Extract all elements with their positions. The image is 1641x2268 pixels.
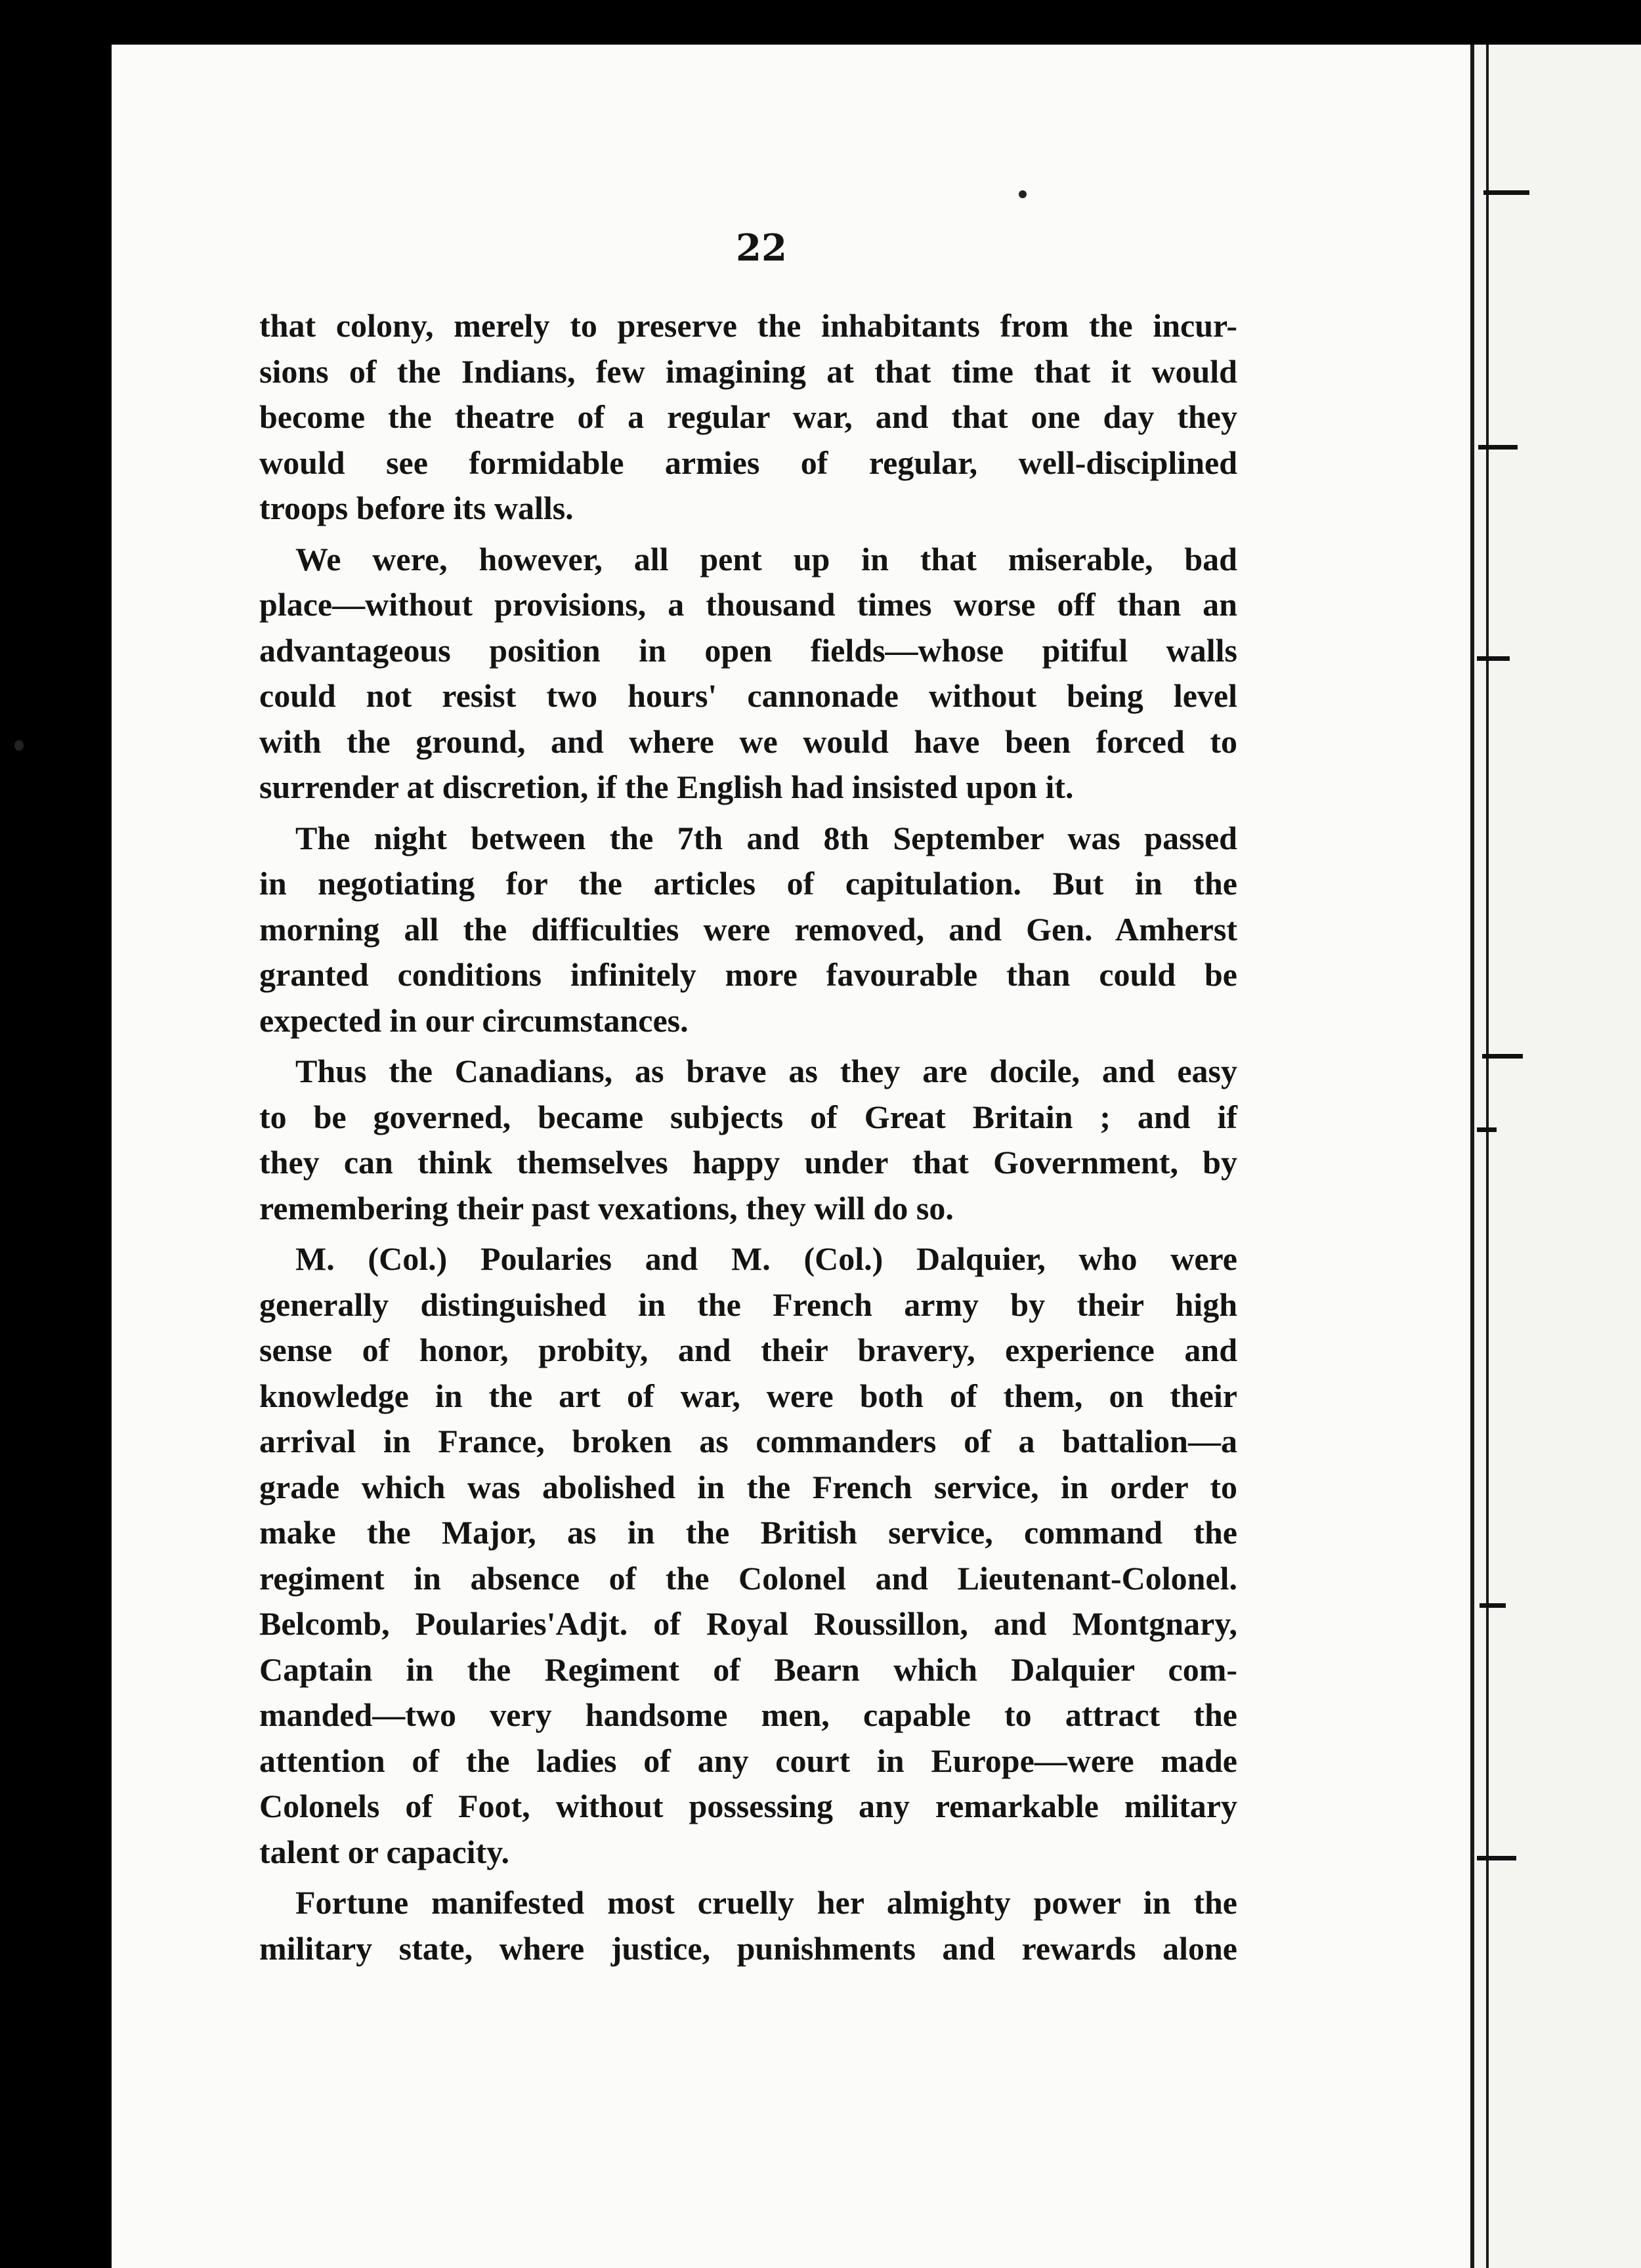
text-line: in negotiating for the articles of capitulation. But in the: [259, 865, 1237, 902]
text-line: with the ground, and where we would have been forced to: [259, 723, 1237, 760]
text-line: Colonels of Foot, without possessing any remarkable military: [259, 1788, 1237, 1824]
text-line: to be governed, became subjects of Great Britain ; and if: [259, 1098, 1237, 1135]
text-line: generally distinguished in the French army by their high: [259, 1286, 1237, 1323]
text-line: sions of the Indians, few imagining at that time that it would: [259, 352, 1237, 390]
paragraph: [259, 816, 1237, 1044]
paragraph: [259, 537, 1237, 810]
text-line: The night between the 7th and 8th September was passed: [295, 819, 1237, 856]
edge-mark: [1483, 190, 1529, 195]
text-line: become the theatre of a regular war, and that one day they: [259, 398, 1237, 435]
edge-mark: [1480, 1603, 1506, 1608]
edge-mark: [1482, 1054, 1523, 1059]
text-line: Belcomb, Poularies'Adjt. of Royal Roussillon, and Montgnary,: [259, 1605, 1237, 1642]
text-line: attention of the ladies of any court in Europe—were made: [259, 1742, 1237, 1779]
text-line: granted conditions infinitely more favourable than could be: [259, 956, 1237, 993]
text-line: talent or capacity.: [259, 1833, 509, 1870]
edge-mark: [1478, 445, 1518, 450]
text-line: could not resist two hours' cannonade without being level: [259, 677, 1237, 714]
text-line: surrender at discretion, if the English had insisted upon it.: [259, 768, 1074, 805]
text-line: that colony, merely to preserve the inhabitants from the incur-: [259, 307, 1237, 344]
text-line: expected in our circumstances.: [259, 1001, 689, 1039]
paragraph: [259, 1880, 1237, 1971]
text-line: they can think themselves happy under that Government, by: [259, 1144, 1237, 1181]
edge-mark: [1477, 656, 1510, 661]
page-number: 22: [736, 226, 787, 270]
text-line: manded—two very handsome men, capable to attract the: [259, 1696, 1237, 1733]
text-line: grade which was abolished in the French service, in order to: [259, 1468, 1237, 1505]
text-line: advantageous position in open fields—whose pitiful walls: [259, 631, 1237, 669]
text-line: troops before its walls.: [259, 490, 574, 526]
text-line: make the Major, as in the British service, command the: [259, 1514, 1237, 1551]
text-line: would see formidable armies of regular, well-disciplined: [259, 444, 1237, 481]
edge-mark: [1477, 1856, 1516, 1860]
text-line: Fortune manifested most cruelly her almighty power in the: [295, 1884, 1237, 1921]
text-line: Thus the Canadians, as brave as they are docile, and easy: [295, 1053, 1237, 1089]
paragraph: [259, 1236, 1237, 1875]
speck: [14, 740, 24, 751]
paragraph: [259, 303, 1237, 532]
speck: [1019, 190, 1027, 198]
paragraph: [259, 1049, 1237, 1231]
page-edge-line: [1486, 45, 1489, 2268]
edge-mark: [1477, 1127, 1497, 1132]
text-line: remembering their past vexations, they will do so.: [259, 1189, 954, 1227]
text-line: sense of honor, probity, and their bravery, experience and: [259, 1332, 1237, 1368]
body-text: [259, 303, 1237, 1971]
text-line: We were, however, all pent up in that miserable, bad: [295, 540, 1237, 578]
adjacent-page-edge: [1470, 45, 1641, 2268]
text-line: military state, where justice, punishments and rewards alone: [259, 1929, 1237, 1967]
page-fold-line: [1470, 45, 1474, 2268]
text-line: knowledge in the art of war, were both of them, on their: [259, 1377, 1237, 1414]
text-line: M. (Col.) Poularies and M. (Col.) Dalquier, who were: [295, 1240, 1237, 1277]
text-line: morning all the difficulties were removed, and Gen. Amherst: [259, 910, 1237, 948]
text-line: arrival in France, broken as commanders of a battalion—a: [259, 1423, 1237, 1460]
text-line: place—without provisions, a thousand times worse off than an: [259, 586, 1237, 623]
text-line: Captain in the Regiment of Bearn which Dalquier com-: [259, 1650, 1237, 1688]
text-line: regiment in absence of the Colonel and Lieutenant-Colonel.: [259, 1559, 1237, 1597]
